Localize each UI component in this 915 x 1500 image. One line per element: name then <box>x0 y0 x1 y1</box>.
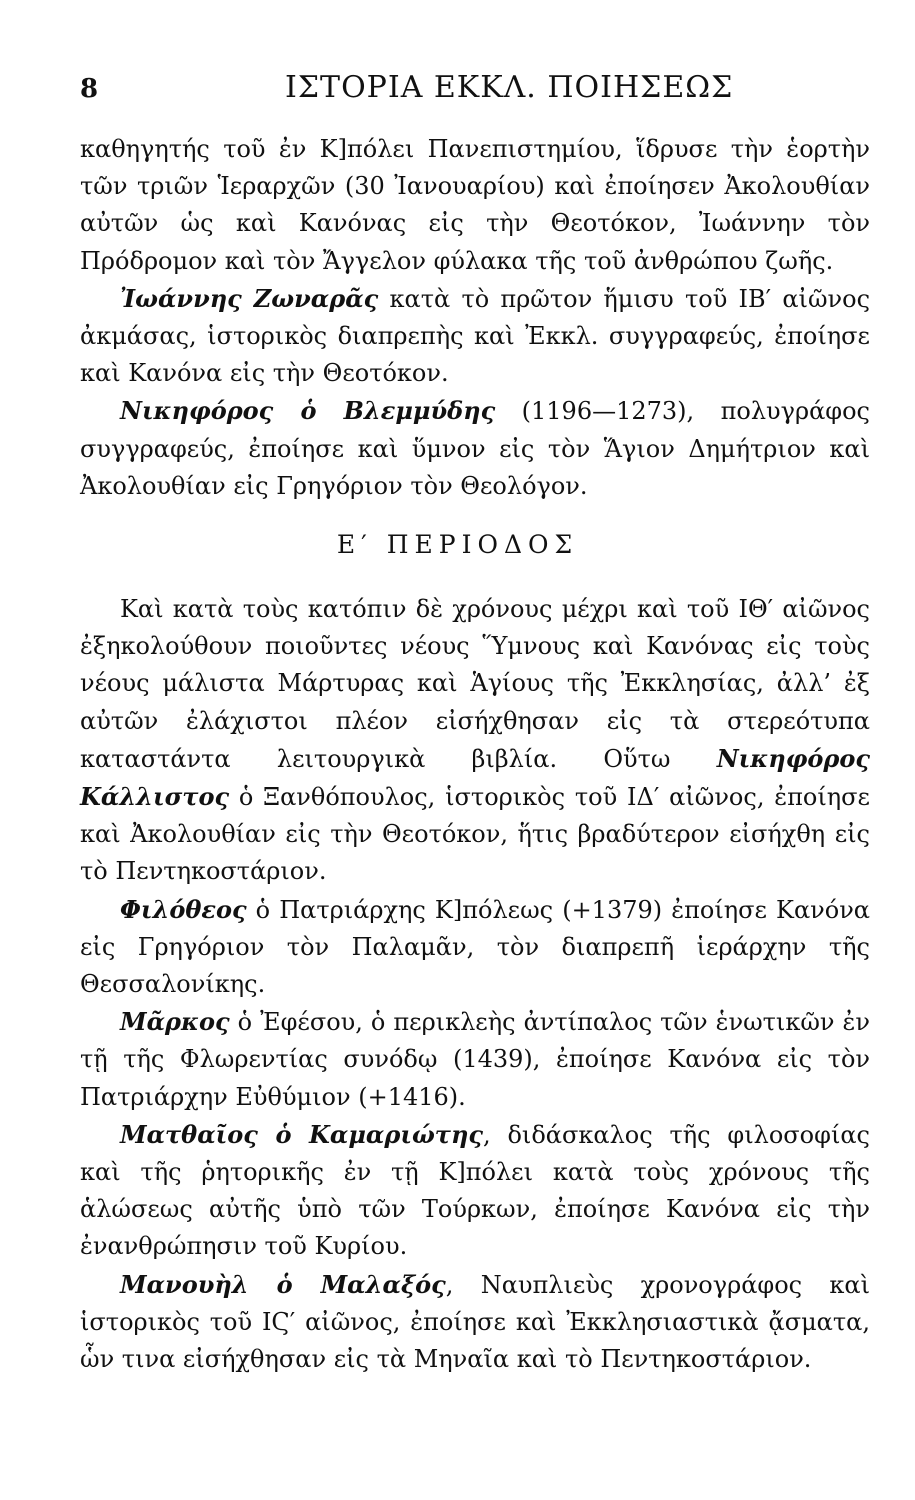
paragraph-text: ὁ Ἐφέσου, ὁ περικλεὴς ἀντίπαλος τῶν ἑνωτικῶν ἐν τῇ τῆς Φλωρεντίας συνόδῳ (1439), ἐποίησε Κανόνα εἰς τὸν Πατριάρχην Εὐθύμιον (+1416). <box>80 1008 870 1111</box>
author-name: Ματθαῖος ὁ Καμαριώτης <box>120 1119 484 1149</box>
paragraph-text: , Ναυπλιεὺς χρονογράφος καὶ ἱστορικὸς τοῦ ΙϚ′ αἰῶνος, ἐποίησε καὶ Ἐκκλησιαστικὰ ᾄσματα, ὧν τινα εἰσήχθησαν εἰς τὰ Μηναῖα καὶ τὸ Πεντηκοστάριον. <box>80 1270 870 1374</box>
paragraph-text: ὁ Ξανθόπουλος, ἱστορικὸς τοῦ ΙΔ′ αἰῶνος, ἐποίησε καὶ Ἀκολουθίαν εἰς τὴν Θεοτόκον, ἥτις βραδύτερον εἰσήχθη εἰς τὸ Πεντηκοστάριον. <box>80 783 870 886</box>
paragraph-text: (1196—1273), πολυγράφος συγγραφεύς, ἐποίησε καὶ ὕμνον εἰς τὸν Ἅγιον Δημήτριον καὶ Ἀκολουθίαν εἰς Γρηγόριον τὸν Θεολόγον. <box>80 397 870 500</box>
page-number: 8 <box>80 74 99 104</box>
paragraph-text: καθηγητής τοῦ ἐν Κ]πόλει Πανεπιστημίου, ἵδρυσε τὴν ἑορτὴν τῶν τριῶν Ἱεραρχῶν (30 Ἰανουαρίου) καὶ ἐποίησεν Ἀκολουθίαν αὐτῶν ὡς καὶ Κανόνας εἰς τὴν Θεοτόκον, Ἰωάννην τὸν Πρόδρομον καὶ τὸν Ἄγγελον φύλακα τῆς τοῦ ἀνθρώπου ζωῆς. <box>80 135 870 275</box>
author-name: Μᾶρκος <box>120 1007 230 1037</box>
paragraph-markos <box>80 1003 870 1116</box>
running-head <box>80 66 865 114</box>
running-title: ΙΣΤΟΡΙΑ ΕΚΚΛ. ΠΟΙΗΣΕΩΣ <box>285 70 734 105</box>
paragraph-continuation <box>80 131 870 280</box>
author-name: Νικηφόρος ὁ Βλεμμύδης <box>120 396 496 426</box>
paragraph-text: ὁ Πατριάρχης Κ]πόλεως (+1379) ἐποίησε Κανόνα εἰς Γρηγόριον τὸν Παλαμᾶν, τὸν διαπρεπῆ ἱεράρχην τῆς Θεσσαλονίκης. <box>80 895 870 999</box>
author-name: Ἰωάννης Ζωναρᾶς <box>120 283 379 313</box>
paragraph-blemmydes <box>80 392 870 505</box>
text-block-period <box>80 591 870 1378</box>
author-name: Φιλόθεος <box>120 894 247 924</box>
paragraph-text: κατὰ τὸ πρῶτον ἥμισυ τοῦ ΙΒ′ αἰῶνος ἀκμάσας, ἱστορικὸς διαπρεπὴς καὶ Ἐκκλ. συγγραφεύς, ἐποίησε καὶ Κανόνα εἰς τὴν Θεοτόκον. <box>80 284 871 388</box>
paragraph-kamariotes <box>80 1116 870 1266</box>
paragraph-zonaras <box>80 280 870 393</box>
paragraph-text: Καὶ κατὰ τοὺς κατόπιν δὲ χρόνους μέχρι καὶ τοῦ ΙΘ′ αἰῶνος ἐξηκολούθουν ποιοῦντες νέους Ὕμνους καὶ Κανόνας εἰς τοὺς νέους μάλιστα Μάρτυρας καὶ Ἁγίους τῆς Ἐκκλησίας, ἀλλ’ ἐξ αὐτῶν ἐλάχιστοι πλέον εἰσήχθησαν εἰς τὰ στερεότυπα καταστάντα λειτουργικὰ βιβλία. Οὕτω <box>80 595 870 773</box>
section-heading: Ε′ ΠΕΡΙΟΔΟΣ <box>336 530 579 559</box>
paragraph-philotheos <box>80 891 870 1004</box>
paragraph-malaxos <box>80 1266 870 1379</box>
text-block-intro <box>80 131 870 505</box>
author-name: Νικηφόρος Κάλλιστος <box>80 743 870 812</box>
paragraph-text: , διδάσκαλος τῆς φιλοσοφίας καὶ τῆς ῥητορικῆς ἐν τῇ Κ]πόλει κατὰ τοὺς χρόνους τῆς ἁλώσεως αὐτῆς ὑπὸ τῶν Τούρκων, ἐποίησε Κανόνα εἰς τὴν ἐνανθρώπησιν τοῦ Κυρίου. <box>80 1120 870 1261</box>
paragraph-kallistos <box>80 591 870 891</box>
author-name: Μανουὴλ ὁ Μαλαξός <box>120 1269 446 1299</box>
